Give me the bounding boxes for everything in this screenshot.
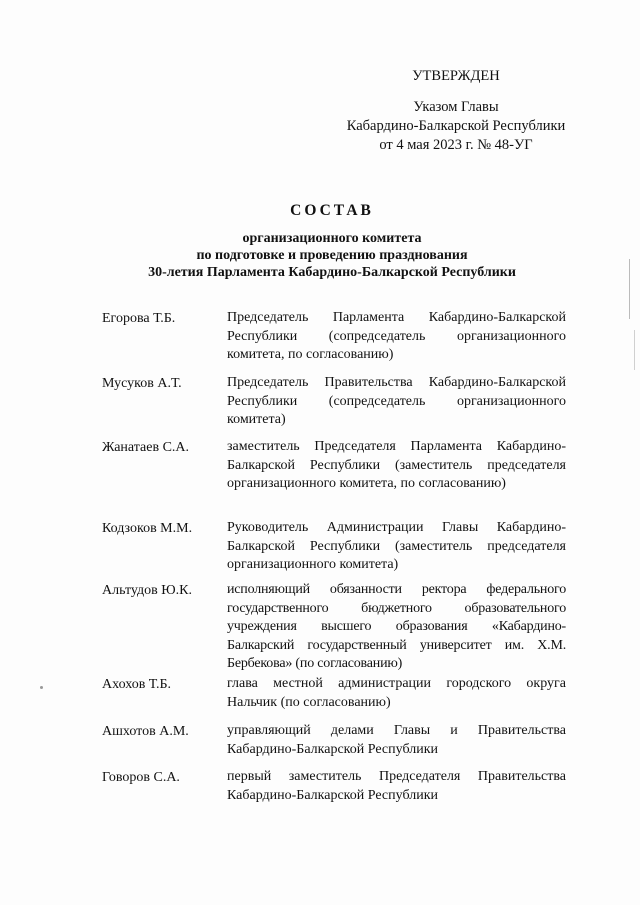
member-name: Мусуков А.Т. <box>102 376 182 391</box>
member-name: Егорова Т.Б. <box>102 311 176 326</box>
member-role: глава местной администрации городского округа Нальчик (по согласованию) <box>227 676 566 710</box>
scan-artifact-dot <box>40 686 43 689</box>
scan-artifact-line <box>629 259 630 319</box>
member-role: управляющий делами Главы и Правительства Кабардино-Балкарской Республики <box>227 723 566 757</box>
scan-artifact-line <box>634 330 635 370</box>
member-name: Кодзоков М.М. <box>102 521 193 536</box>
approval-line-date: от 4 мая 2023 г. № 48-УГ <box>379 137 533 153</box>
approval-stamp-word: УТВЕРЖДЕН <box>412 68 500 84</box>
document-subtitle-line-2: по подготовке и проведению празднования <box>196 248 468 263</box>
member-role: Председатель Правительства Кабардино-Балкарской Республики (сопредседатель организационного комитета) <box>227 375 566 427</box>
member-name: Альтудов Ю.К. <box>102 583 192 598</box>
member-role: заместитель Председателя Парламента Кабардино-Балкарской Республики (заместитель председателя организационного комитета, по согласованию) <box>227 439 566 491</box>
member-role: Председатель Парламента Кабардино-Балкарской Республики (сопредседатель организационного комитета, по согласованию) <box>227 310 566 362</box>
member-role: Руководитель Администрации Главы Кабардино-Балкарской Республики (заместитель председателя организационного комитета) <box>227 520 566 572</box>
member-name: Жанатаев С.А. <box>102 440 190 455</box>
member-name: Ашхотов А.М. <box>102 724 189 739</box>
member-role: исполняющий обязанности ректора федерального государственного бюджетного образовательного учреждения высшего образования «Кабардино-Балкарский государственный университет им. Х.М. Бербекова» (по согласованию) <box>227 582 566 671</box>
approval-line-decree: Указом Главы <box>413 99 499 115</box>
member-name: Говоров С.А. <box>102 770 180 785</box>
member-name: Ахохов Т.Б. <box>102 677 171 692</box>
document-subtitle-line-3: 30-летия Парламента Кабардино-Балкарской Республики <box>148 265 516 280</box>
document-title: СОСТАВ <box>290 202 374 219</box>
member-role: первый заместитель Председателя Правительства Кабардино-Балкарской Республики <box>227 769 566 803</box>
document-subtitle-line-1: организационного комитета <box>242 231 422 246</box>
approval-line-republic: Кабардино-Балкарской Республики <box>346 118 566 134</box>
